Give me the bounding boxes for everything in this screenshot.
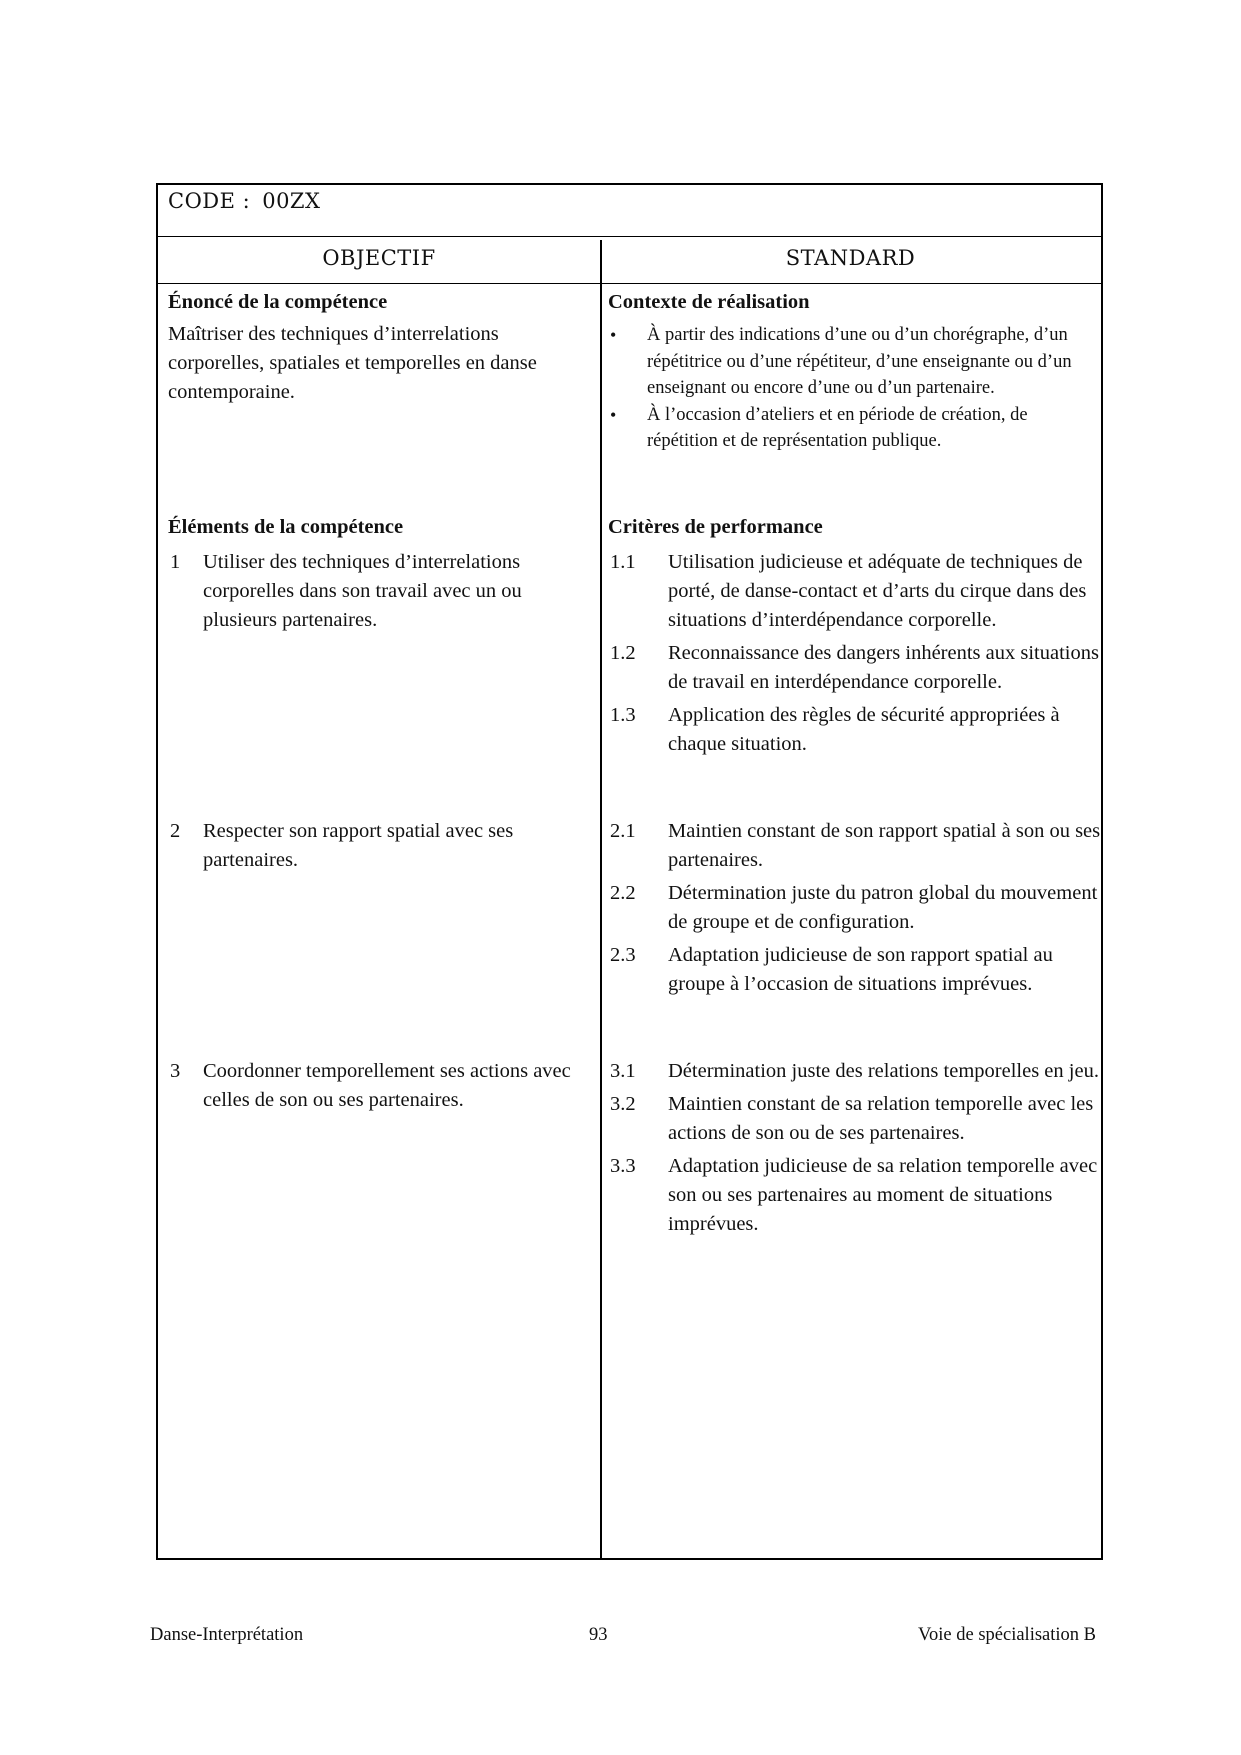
critere-item (608, 548, 1101, 635)
bullet-icon: • (610, 404, 617, 425)
criteres-group-1 (608, 548, 1101, 763)
element-number: 3 (170, 1060, 181, 1082)
element-number: 1 (170, 551, 181, 573)
enonce-text: Maîtriser des techniques d’interrelations corporelles, spatiales et temporelles en danse contemporaine. (168, 323, 537, 403)
critere-text: Maintien constant de son rapport spatial à son ou ses partenaires. (668, 820, 1101, 871)
critere-item (608, 1090, 1101, 1148)
critere-item (608, 701, 1101, 759)
criteres-group-3 (608, 1057, 1101, 1243)
critere-text: Utilisation judicieuse et adéquate de techniques de porté, de danse-contact et d’arts du cirque dans des situations d’interdépendance corporelle. (668, 551, 1087, 631)
criteres-group-2 (608, 817, 1101, 1003)
critere-number: 2.3 (610, 944, 636, 966)
critere-number: 1.1 (610, 551, 636, 573)
critere-text: Application des règles de sécurité appropriées à chaque situation. (668, 704, 1060, 755)
code-value: 00ZX (262, 189, 321, 213)
critere-number: 3.2 (610, 1093, 636, 1115)
critere-number: 1.2 (610, 642, 636, 664)
competency-table (156, 183, 1103, 1560)
critere-text: Maintien constant de sa relation temporelle avec les actions de son ou de ses partenaires. (668, 1093, 1094, 1144)
critere-number: 3.1 (610, 1060, 636, 1082)
critere-item (608, 1057, 1101, 1086)
contexte-item: • À partir des indications d’une ou d’un chorégraphe, d’un répétitrice ou d’une répétiteur, d’une enseignante ou d’un enseignant ou encore d’une ou d’un partenaire. (608, 322, 1099, 402)
element-text: Utiliser des techniques d’interrelations corporelles dans son travail avec un ou plusieurs partenaires. (203, 551, 522, 631)
element-text: Respecter son rapport spatial avec ses partenaires. (203, 820, 514, 871)
critere-item (608, 1152, 1101, 1239)
code-label: CODE : (168, 189, 251, 213)
critere-text: Adaptation judicieuse de sa relation temporelle avec son ou ses partenaires au moment de situations imprévues. (668, 1155, 1098, 1235)
critere-number: 1.3 (610, 704, 636, 726)
element-text: Coordonner temporellement ses actions avec celles de son ou ses partenaires. (203, 1060, 571, 1111)
footer-program-name: Danse-Interprétation (150, 1625, 304, 1645)
element-number: 2 (170, 820, 181, 842)
critere-number: 2.2 (610, 882, 636, 904)
critere-number: 3.3 (610, 1155, 636, 1177)
bullet-icon: • (610, 325, 617, 345)
critere-item (608, 879, 1101, 937)
contexte-item: • À l’occasion d’ateliers et en période de création, de répétition et de représentation publique. (608, 402, 1099, 455)
enonce-title: Énoncé de la compétence (168, 291, 388, 313)
objectif-header: OBJECTIF (322, 246, 436, 270)
critere-item (608, 639, 1101, 697)
contexte-list (608, 322, 1099, 455)
critere-text: Adaptation judicieuse de son rapport spatial au groupe à l’occasion de situations imprévues. (668, 944, 1053, 995)
element-item (168, 548, 592, 635)
critere-text: Détermination juste du patron global du mouvement de groupe et de configuration. (668, 882, 1098, 933)
element-item (168, 1057, 592, 1115)
column-header-row (158, 237, 1101, 284)
standard-column (602, 284, 1101, 1558)
objectif-column (158, 284, 600, 1558)
critere-text: Détermination juste des relations temporelles en jeu. (668, 1060, 1099, 1082)
criteres-title: Critères de performance (608, 516, 823, 538)
footer-specialisation: Voie de spécialisation B (918, 1625, 1096, 1645)
critere-text: Reconnaissance des dangers inhérents aux situations de travail en interdépendance corporelle. (668, 642, 1099, 693)
critere-number: 2.1 (610, 820, 636, 842)
footer-page-number: 93 (589, 1625, 608, 1645)
standard-header: STANDARD (785, 246, 916, 270)
code-row (158, 185, 1101, 237)
critere-item (608, 817, 1101, 875)
elements-title: Éléments de la compétence (168, 516, 404, 538)
critere-item (608, 941, 1101, 999)
element-item (168, 817, 592, 875)
contexte-title: Contexte de réalisation (608, 291, 810, 313)
